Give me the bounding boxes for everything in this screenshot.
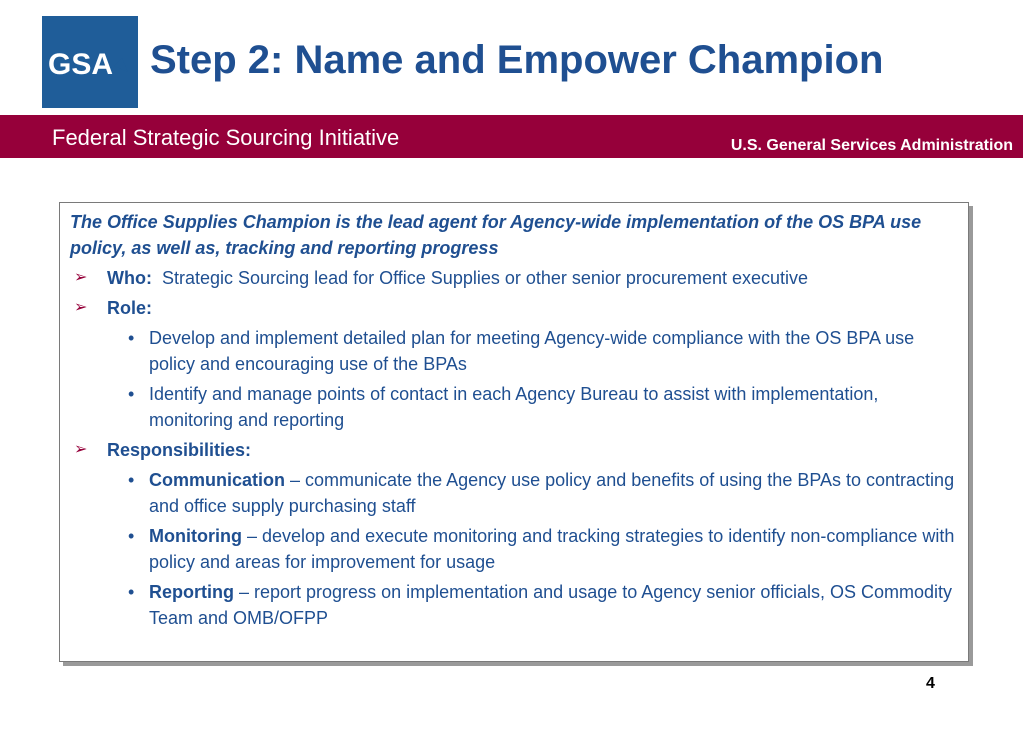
role-item-text: Identify and manage points of contact in each Agency Bureau to assist with implementation, monitoring and reporting: [149, 384, 879, 430]
responsibility-text: – communicate the Agency use policy and benefits of using the BPAs to contracting and office supply purchasing staff: [149, 470, 955, 516]
bullet-icon: •: [128, 582, 135, 602]
list-item: [70, 523, 960, 575]
responsibility-text: – develop and execute monitoring and tracking strategies to identify non-compliance with policy and areas for improvement for usage: [149, 526, 955, 572]
responsibility-term: Communication: [149, 470, 286, 490]
responsibility-term: Monitoring: [149, 526, 242, 546]
responsibility-text: – report progress on implementation and usage to Agency senior officials, OS Commodity Team and OMB/OFPP: [149, 582, 953, 628]
page-number: 4: [926, 675, 935, 692]
list-item: [70, 467, 960, 519]
arrow-bullet-icon: ➢: [74, 441, 88, 458]
role-item-text: Develop and implement detailed plan for meeting Agency-wide compliance with the OS BPA use policy and encouraging use of the BPAs: [149, 328, 915, 374]
responsibilities-item: [70, 437, 960, 463]
header-band: [0, 115, 1023, 158]
intro-text: The Office Supplies Champion is the lead agent for Agency-wide implementation of the OS BPA use policy, as well as, tracking and reporting progress: [70, 212, 922, 258]
gsa-logo-mark: [42, 16, 138, 108]
who-text: Strategic Sourcing lead for Office Supplies or other senior procurement executive: [162, 268, 809, 288]
who-label: Who:: [107, 268, 152, 288]
bullet-icon: •: [128, 470, 135, 490]
bullet-icon: •: [128, 384, 135, 404]
role-item: [70, 295, 960, 321]
gsa-logo: [42, 16, 138, 108]
role-label: Role:: [107, 298, 152, 318]
arrow-bullet-icon: ➢: [74, 269, 88, 286]
gsa-logo-text: GSA: [48, 48, 114, 81]
list-item: [70, 381, 960, 433]
agency-name: U.S. General Services Administration: [730, 137, 1013, 154]
who-item: [70, 265, 960, 291]
bullet-icon: •: [128, 328, 135, 348]
list-item: [70, 325, 960, 377]
arrow-bullet-icon: ➢: [74, 299, 88, 316]
list-item: [70, 579, 960, 631]
bullet-icon: •: [128, 526, 135, 546]
responsibility-term: Reporting: [149, 582, 234, 602]
page-title: Step 2: Name and Empower Champion: [150, 38, 884, 82]
responsibilities-label: Responsibilities:: [107, 440, 252, 460]
content-body: [70, 209, 960, 631]
initiative-name: Federal Strategic Sourcing Initiative: [52, 125, 400, 150]
